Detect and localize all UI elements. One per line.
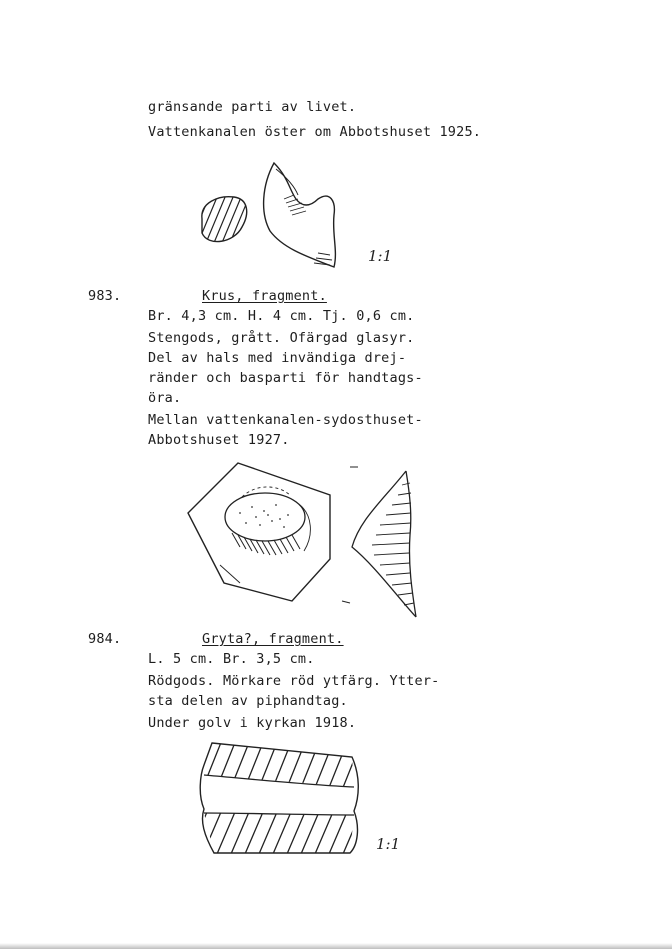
entry-detail-line: L. 5 cm. Br. 3,5 cm. xyxy=(148,651,315,667)
entry-detail-line: Abbotshuset 1927. xyxy=(148,432,290,448)
entry-detail-line: ränder och basparti för handtags- xyxy=(148,370,423,386)
entry-detail-line: Under golv i kyrkan 1918. xyxy=(148,715,357,731)
entry-detail-line: Stengods, grått. Ofärgad glasyr. xyxy=(148,330,415,346)
entry-detail-line: öra. xyxy=(148,390,182,406)
entry-detail-line: Br. 4,3 cm. H. 4 cm. Tj. 0,6 cm. xyxy=(148,308,415,324)
sketch-gryta-fragment xyxy=(190,735,370,865)
intro-line-2: Vattenkanalen öster om Abbotshuset 1925. xyxy=(148,124,482,140)
entry-title: Krus, fragment. xyxy=(202,288,327,304)
page-bottom-edge xyxy=(0,943,672,949)
entry-number: 984. xyxy=(88,631,122,647)
entry-title: Gryta?, fragment. xyxy=(202,631,344,647)
entry-detail-line: Del av hals med invändiga drej- xyxy=(148,350,407,366)
entry-detail-line: sta delen av piphandtag. xyxy=(148,693,348,709)
sketch-krus-fragment xyxy=(180,455,440,625)
sketch-fragment-cross-section xyxy=(190,155,360,275)
scale-label-2: 1:1 xyxy=(376,835,401,853)
intro-line-1: gränsande parti av livet. xyxy=(148,99,357,115)
entry-detail-line: Rödgods. Mörkare röd ytfärg. Ytter- xyxy=(148,673,440,689)
scale-label-1: 1:1 xyxy=(368,247,393,265)
entry-number: 983. xyxy=(88,288,122,304)
entry-detail-line: Mellan vattenkanalen-sydosthuset- xyxy=(148,412,423,428)
